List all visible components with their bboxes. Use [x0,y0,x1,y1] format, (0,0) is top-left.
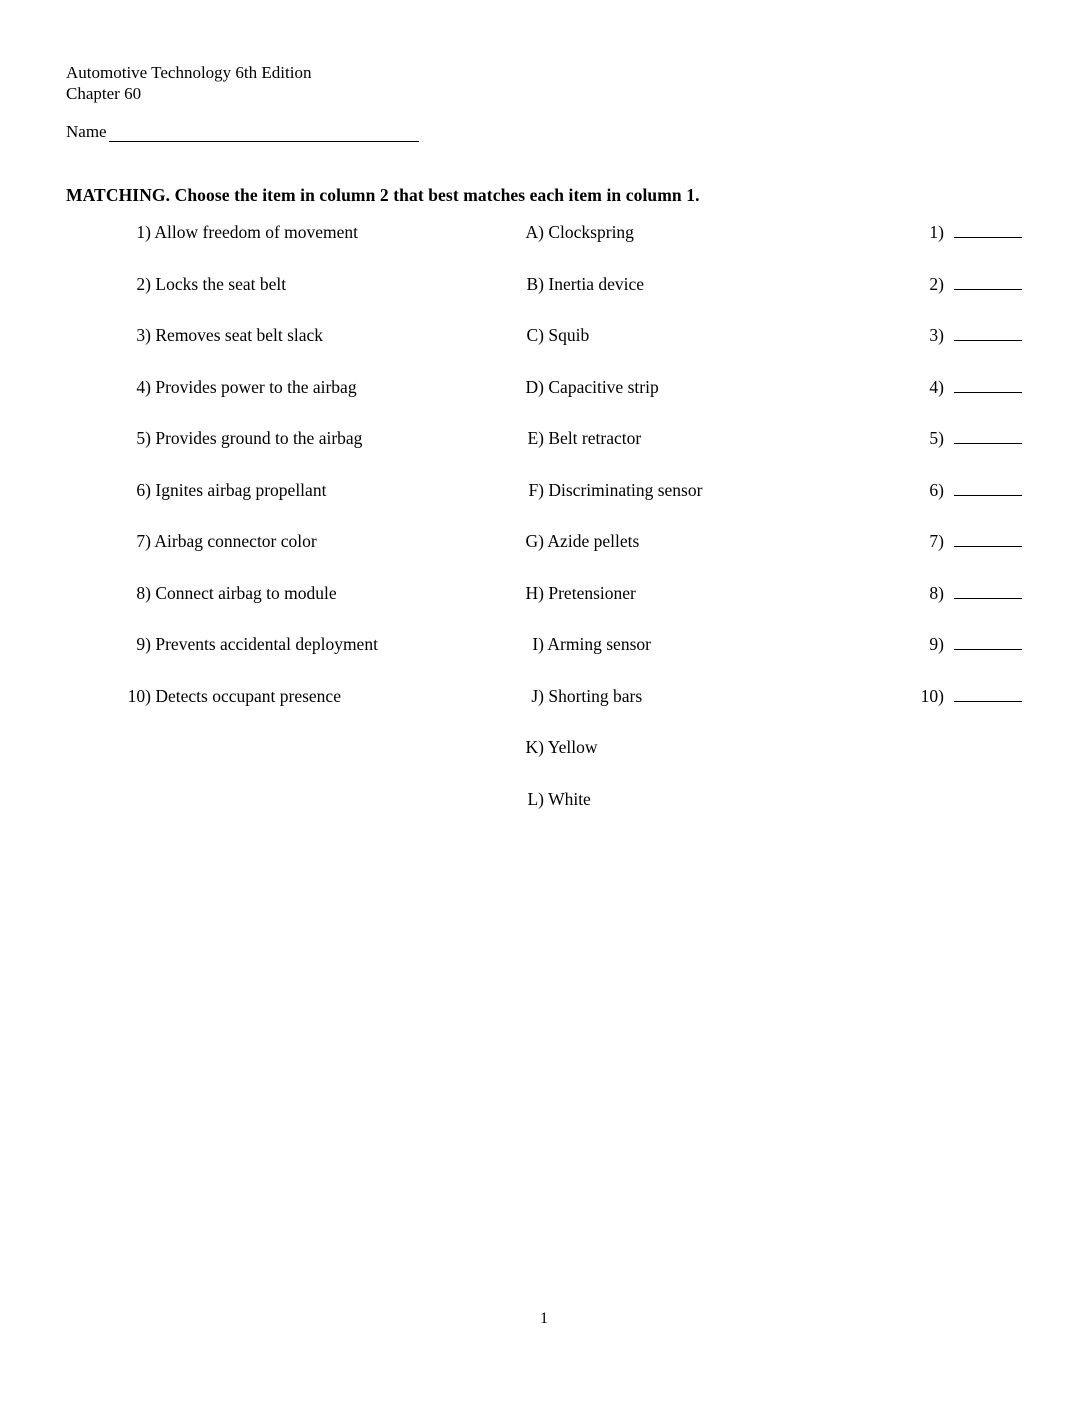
choice-letter: C) [526,325,544,345]
choice-letter: L) [527,788,544,809]
question-text: Airbag connector color [154,531,317,551]
question-text: Ignites airbag propellant [155,479,327,500]
answer-blank[interactable] [954,378,1022,393]
answer-number: 7) [929,531,944,551]
choice-item [522,480,902,501]
question-item [125,634,515,655]
question-item [125,377,515,398]
choice-letter: I) [532,634,544,654]
question-number: 5) [136,428,151,448]
question-item [125,531,515,552]
matching-row [0,634,1088,686]
question-item [125,274,515,295]
document-header [66,62,311,104]
question-text: Removes seat belt slack [155,325,324,345]
answer-number: 3) [929,325,944,345]
choice-text: Squib [548,325,590,345]
choice-item [522,325,902,346]
answer-slot [912,325,1042,346]
matching-row [0,325,1088,377]
answer-number: 9) [929,634,944,654]
choice-item [522,222,902,243]
book-title: Automotive Technology 6th Edition [66,63,312,82]
answer-slot [912,480,1042,501]
answer-blank[interactable] [954,481,1022,496]
answer-slot [912,686,1042,707]
choice-item [522,274,902,295]
question-text: Provides ground to the airbag [155,428,363,448]
choice-text: Capacitive strip [548,376,659,397]
choice-text: Belt retractor [548,428,642,448]
choice-letter: F) [528,479,544,500]
answer-blank[interactable] [954,584,1022,599]
choice-item [522,686,902,707]
choice-item [522,531,902,552]
choice-letter: A) [525,222,544,242]
matching-row [0,789,1088,841]
choice-item [522,789,902,810]
question-number: 10) [127,685,151,706]
choice-letter: E) [527,428,544,448]
choice-item [522,634,902,655]
choice-item [522,737,902,758]
answer-blank[interactable] [954,429,1022,444]
question-item [125,480,515,501]
answer-slot [912,634,1042,655]
question-text: Prevents accidental deployment [155,634,378,654]
matching-row [0,583,1088,635]
question-item [125,222,515,243]
question-item [125,325,515,346]
answer-slot [912,274,1042,295]
answer-number: 1) [929,222,944,242]
answer-slot [912,531,1042,552]
page-number: 1 [540,1310,548,1327]
choice-item [522,428,902,449]
choice-text: Yellow [547,737,598,757]
matching-section [0,222,1088,840]
choice-letter: K) [525,737,544,757]
answer-blank[interactable] [954,532,1022,547]
matching-row [0,480,1088,532]
choice-letter: D) [525,376,544,397]
question-text: Detects occupant presence [155,685,341,706]
choice-text: Discriminating sensor [548,479,703,500]
question-number: 4) [136,376,151,397]
matching-row [0,222,1088,274]
matching-row [0,686,1088,738]
answer-blank[interactable] [954,223,1022,238]
choice-text: Azide pellets [547,531,640,551]
matching-row [0,531,1088,583]
answer-slot [912,222,1042,243]
matching-row [0,377,1088,429]
question-number: 6) [136,479,151,500]
question-number: 1) [136,222,151,242]
answer-number: 2) [929,273,944,294]
question-number: 2) [136,273,151,294]
page-title: MATCHING. Choose the item in column 2 that best matches each item in column 1. [66,185,700,205]
choice-text: Shorting bars [548,685,643,706]
answer-number: 8) [929,582,944,603]
answer-blank[interactable] [954,635,1022,650]
choice-text: Pretensioner [548,582,636,603]
choice-letter: H) [525,582,544,603]
question-text: Connect airbag to module [155,582,337,603]
answer-blank[interactable] [954,275,1022,290]
question-text: Provides power to the airbag [155,376,357,397]
answer-number: 10) [920,685,944,706]
choice-text: Clockspring [548,222,634,242]
answer-slot [912,583,1042,604]
answer-slot [912,428,1042,449]
answer-slot [912,377,1042,398]
matching-row [0,737,1088,789]
question-item [125,428,515,449]
question-text: Locks the seat belt [155,273,287,294]
answer-number: 5) [929,428,944,448]
matching-row [0,274,1088,326]
choice-text: White [548,788,591,809]
question-item [125,583,515,604]
name-label: Name [66,122,107,141]
choice-letter: B) [526,273,544,294]
question-text: Allow freedom of movement [154,222,359,242]
choice-item [522,377,902,398]
answer-number: 4) [929,376,944,397]
answer-blank[interactable] [954,326,1022,341]
choice-letter: G) [525,531,544,551]
chapter-label: Chapter 60 [66,84,142,103]
choice-letter: J) [531,685,544,706]
question-number: 9) [136,634,151,654]
name-input-line[interactable] [109,124,419,142]
answer-blank[interactable] [954,687,1022,702]
answer-number: 6) [929,479,944,500]
question-item [125,686,515,707]
question-number: 3) [136,325,151,345]
choice-text: Inertia device [548,273,645,294]
question-number: 7) [136,531,151,551]
choice-item [522,583,902,604]
choice-text: Arming sensor [547,634,651,654]
matching-row [0,428,1088,480]
name-field-row [66,122,419,142]
question-number: 8) [136,582,151,603]
